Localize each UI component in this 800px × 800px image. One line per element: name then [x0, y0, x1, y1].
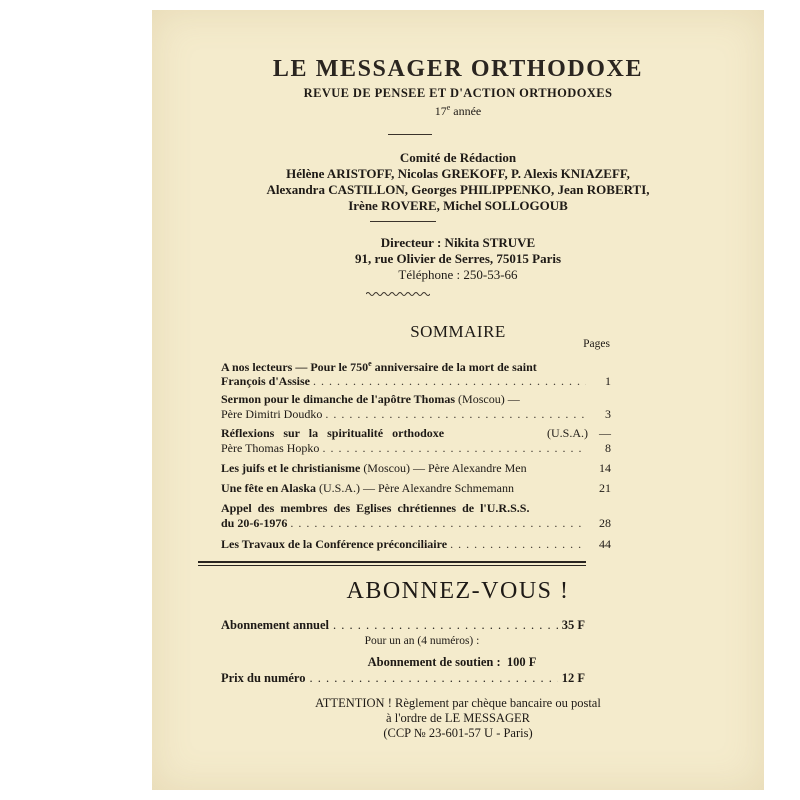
toc-page: 1 [605, 374, 611, 388]
phone: Téléphone : 250-53-66 [398, 267, 518, 282]
address: 91, rue Olivier de Serres, 75015 Paris [354, 251, 562, 266]
attention-line: ATTENTION ! Règlement par chèque bancaire ou postal [315, 696, 601, 710]
toc-title-line2: du 20-6-1976 [221, 516, 288, 530]
year-word: année [450, 104, 482, 118]
toc-author: Père Dimitri Doudko [221, 407, 323, 421]
toc-page: 28 [599, 516, 611, 530]
toc-title-rest: (Moscou) — [455, 392, 520, 406]
leader-dots [310, 671, 558, 686]
toc-entry [221, 501, 611, 531]
comite-title: Comité de Rédaction [399, 150, 517, 165]
toc-page: 14 [599, 461, 611, 475]
toc-title: A nos lecteurs — Pour le 750 [221, 360, 369, 374]
attention-line: à l'ordre de LE MESSAGER [386, 711, 530, 725]
journal-title: LE MESSAGER ORTHODOXE [272, 56, 644, 82]
toc-page: 21 [599, 481, 611, 495]
section-rule [198, 561, 586, 563]
toc-title: Les Travaux de la Conférence préconciliaire [221, 537, 448, 551]
annual-subscription [221, 618, 585, 633]
document-page [152, 10, 764, 790]
toc-title: Sermon pour le dimanche de l'apôtre Thomas [221, 392, 456, 406]
toc-title-rest: (Moscou) — Père Alexandre Men [360, 461, 527, 475]
numero-label: Prix du numéro [221, 671, 306, 685]
pages-header: Pages [583, 338, 610, 350]
comite-line: Irène ROVERE, Michel SOLLOGOUB [348, 198, 568, 213]
toc-title-line2: François d'Assise [221, 374, 311, 388]
issue-price [221, 671, 585, 686]
toc-title: Réflexions sur la spiritualité orthodoxe [221, 426, 445, 440]
toc-page: 3 [605, 407, 611, 421]
annual-label: Abonnement annuel [221, 618, 330, 632]
journal-subtitle: REVUE DE PENSEE ET D'ACTION ORTHODOXES [303, 86, 613, 100]
comite-line: Alexandra CASTILLON, Georges PHILIPPENKO, Jean ROBERTI, [266, 182, 650, 197]
journal-year [152, 103, 764, 119]
toc-title: Les juifs et le christianisme [221, 461, 361, 475]
toc-leader-dots [325, 407, 586, 422]
toc-leader-dots [450, 537, 586, 552]
toc-leader-dots [290, 516, 586, 531]
toc-entry [221, 537, 611, 552]
toc-entry [221, 426, 611, 456]
annual-price: 35 F [561, 618, 585, 632]
toc-title: Une fête en Alaska [221, 481, 316, 495]
toc-title-rest: (U.S.A.) — [547, 426, 611, 440]
toc-entry [221, 481, 611, 496]
toc-title-rest: (U.S.A.) — Père Alexandre Schmemann [316, 481, 514, 495]
toc-title-rest: anniversaire de la mort de saint [371, 360, 537, 374]
toc-leader-dots [313, 374, 586, 389]
comite-line: Hélène ARISTOFF, Nicolas GREKOFF, P. Alexis KNIAZEFF, [286, 166, 630, 181]
attention-line: (CCP № 23-601-57 U - Paris) [383, 726, 533, 740]
sommaire-title: SOMMAIRE [410, 322, 506, 341]
toc-page: 8 [605, 441, 611, 455]
wavy-divider [366, 291, 430, 297]
support-subscription [152, 655, 752, 670]
divider [370, 221, 436, 222]
toc-page: 44 [599, 537, 611, 551]
toc-entry [221, 359, 611, 389]
toc-entry [221, 392, 611, 422]
section-rule [198, 565, 586, 566]
soutien-label: Abonnement de soutien : [367, 655, 501, 669]
year-suffix: e [446, 103, 451, 112]
annual-note: Pour un an (4 numéros) : [364, 635, 480, 647]
toc-author: Père Thomas Hopko [221, 441, 320, 455]
toc-entry [221, 461, 611, 476]
toc-title: Appel des membres des Eglises chrétiennes de l'U.R.S.S. [221, 501, 530, 515]
soutien-price: 100 F [506, 655, 537, 669]
numero-price: 12 F [561, 671, 585, 685]
leader-dots [333, 618, 558, 633]
director: Directeur : Nikita STRUVE [380, 235, 536, 250]
divider [388, 134, 432, 135]
toc-leader-dots [322, 441, 586, 456]
abonnez-title: ABONNEZ-VOUS ! [346, 578, 570, 604]
toc-sup: e [368, 359, 372, 368]
year-number: 17 [434, 104, 447, 118]
